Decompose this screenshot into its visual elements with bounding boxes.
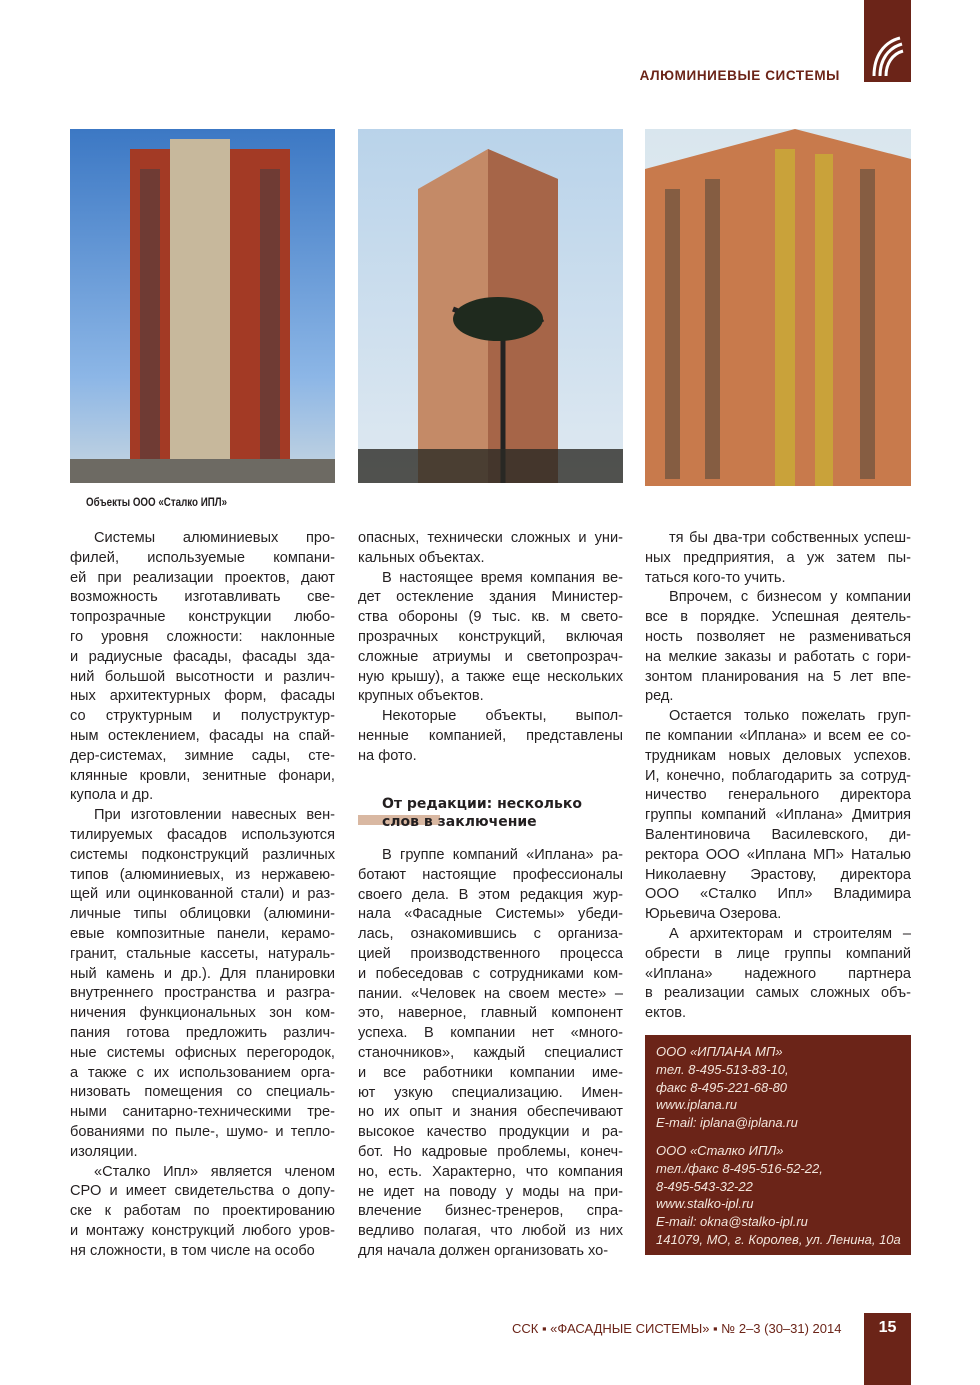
contact-line: ООО «ИПЛАНА МП» <box>656 1044 783 1059</box>
text-line: ных предприятия, а уж затем пы- <box>645 549 911 566</box>
text-line: И, конечно, поблагодарить за сотруд- <box>645 767 911 784</box>
text-line: низовать помещения со специаль- <box>70 1084 335 1101</box>
text-line: и все работники компании име- <box>358 1064 623 1081</box>
text-line: бот. Но кадровые проблемы, конеч- <box>358 1143 623 1160</box>
page-number: 15 <box>864 1313 911 1385</box>
text-line: ных архитектурных форм, фасады <box>70 688 335 705</box>
text-line: все в порядке. Успешная деятель- <box>645 609 911 626</box>
text-line: филей, используемые компани- <box>70 549 335 566</box>
text-line: дер-системах, зимние сады, сте- <box>70 747 335 764</box>
contact-line: 8-495-543-32-22 <box>656 1178 753 1194</box>
text-line: ботают настоящие профессионалы <box>358 866 623 883</box>
text-line: Остается только пожелать груп- <box>669 708 911 725</box>
logo-icon <box>870 34 904 78</box>
photo-building-2 <box>358 129 623 483</box>
text-line: ный камень и др.). Для планировки <box>70 965 335 982</box>
text-line: В группе компаний «Иплана» ра- <box>382 847 623 863</box>
text-line: «Сталко Ипл» является членом <box>94 1163 335 1180</box>
text-line: тя бы два-три собственных успеш- <box>669 530 911 546</box>
text-line: своего дела. В этом редакция жур- <box>358 886 623 903</box>
subheading-line: слов в заключение <box>382 814 537 830</box>
text-line: цией производственного процесса <box>358 945 623 962</box>
text-line: гранит, стальные кассеты, натураль- <box>70 945 335 962</box>
photo-building-3 <box>645 129 911 486</box>
text-column-2 <box>358 529 623 767</box>
footer-publication: ССК ▪ «ФАСАДНЫЕ СИСТЕМЫ» ▪ № 2–3 (30–31) 2014 <box>512 1321 842 1336</box>
text-line: со структурным и полуструктур- <box>70 708 335 725</box>
text-line: не идет на поводу у моды на при- <box>358 1183 623 1200</box>
text-line: купола и др. <box>70 787 154 804</box>
text-line: и монтажу конструкций любого уров- <box>70 1222 335 1239</box>
text-line: высокое качество продукции и ра- <box>358 1124 623 1141</box>
text-line: на фото. <box>358 747 417 764</box>
text-line: ООО «Сталко Ипл» Владимира <box>645 886 911 903</box>
text-line: пе компании «Иплана» и всем ее со- <box>645 727 911 744</box>
text-line: в реализации самых сложных объ- <box>645 985 911 1002</box>
text-line: на мелкие заказы и работать с гори- <box>645 648 911 665</box>
subheading <box>382 795 582 831</box>
text-line: нала «Фасадные Системы» убеди- <box>358 906 623 923</box>
text-line: ную крышу), а также еще нескольких <box>358 668 623 685</box>
text-line: ненные компанией, представлены <box>358 727 623 744</box>
text-line: влечение бизнес-тренеров, спра- <box>358 1203 623 1220</box>
text-line: Юрьевича Озерова. <box>645 906 782 923</box>
contact-line: www.iplana.ru <box>656 1097 737 1113</box>
text-line: Николаевну Эрастову, директора <box>645 866 911 883</box>
text-line: опасных, технически сложных и уни- <box>358 530 623 546</box>
text-column-1 <box>70 529 335 1261</box>
text-line: Системы алюминиевых про- <box>94 530 335 546</box>
photo-building-1 <box>70 129 335 483</box>
text-line: зонтом планирования на 5 лет впе- <box>645 668 911 685</box>
text-line: Некоторые объекты, выпол- <box>382 708 623 725</box>
spacer <box>656 1132 911 1142</box>
text-line: ным остеклением, фасады на спай- <box>70 727 335 744</box>
text-line: тилируемых фасадов используются <box>70 826 335 843</box>
text-line: го уровня сложности: наклонные <box>70 628 335 645</box>
text-line: ют узкую специализацию. Имен- <box>358 1084 623 1101</box>
text-line: ске к работам по проектированию <box>70 1203 335 1220</box>
contact-line: ООО «Сталко ИПЛ» <box>656 1142 784 1158</box>
text-line: изоляции. <box>70 1143 138 1160</box>
text-line: бованиями по пыле-, шумо- и тепло- <box>70 1123 335 1140</box>
section-title: АЛЮМИНИЕВЫЕ СИСТЕМЫ <box>639 68 840 83</box>
text-line: внутреннего пространства и разгра- <box>70 985 335 1002</box>
text-line: «Иплана» надежного партнера <box>645 965 911 982</box>
text-line: таться кого-то учить. <box>645 569 786 586</box>
contact-line: тел. 8-495-513-83-10, <box>656 1061 789 1077</box>
text-line: ред. <box>645 688 674 705</box>
text-column-2-continued <box>358 846 623 1262</box>
text-line: ность позволяет не размениваться <box>645 628 911 645</box>
text-line: В настоящее время компания ве- <box>382 569 623 586</box>
text-line: лась, ознакомившись с организа- <box>358 926 623 943</box>
text-line: ничество генерального директора <box>645 787 911 804</box>
text-line: но их опыт и знания обеспечивают <box>358 1104 623 1121</box>
photo-caption: Объекты ООО «Сталко ИПЛ» <box>86 497 228 509</box>
contact-line: E-mail: iplana@iplana.ru <box>656 1115 798 1131</box>
text-line: ничения функциональных зон ком- <box>70 1005 335 1022</box>
text-line: ний большой высотности и различ- <box>70 668 335 685</box>
text-line: группы компаний «Иплана» Дмитрия <box>645 807 911 824</box>
contact-line: www.stalko-ipl.ru <box>656 1196 754 1212</box>
text-line: ня сложности, в том числе на особо <box>70 1242 315 1259</box>
text-line: ведливо полагая, что любой из них <box>358 1223 623 1240</box>
text-line: дет остекление здания Министер- <box>358 589 623 606</box>
text-line: сложные атриумы и светопрозрач- <box>358 648 623 665</box>
text-line: для начала должен организовать хо- <box>358 1242 609 1259</box>
text-line: ными санитарно-техническими тре- <box>70 1104 335 1121</box>
text-line: ные системы офисных перегородок, <box>70 1044 335 1061</box>
text-line: Впрочем, с бизнесом у компании <box>669 589 911 606</box>
text-line: обрести в лице группы компаний <box>645 945 911 962</box>
text-column-3 <box>645 529 911 1024</box>
contact-line: факс 8-495-221-68-80 <box>656 1079 788 1095</box>
text-line: возможность изготавливать све- <box>70 589 335 606</box>
contact-line: E-mail: okna@stalko-ipl.ru <box>656 1214 808 1230</box>
text-line: но, есть. Характерно, что компания <box>358 1163 623 1180</box>
text-line: станочников», каждый специалист <box>358 1044 623 1061</box>
text-line: ства обороны (9 тыс. кв. м свето- <box>358 609 623 626</box>
text-line: клянные кровли, зенитные фонари, <box>70 767 335 784</box>
text-line: успеха. В компании нет «много- <box>358 1025 623 1042</box>
text-line: кальных объектах. <box>358 549 485 566</box>
text-line: евые композитные панели, керамо- <box>70 925 335 942</box>
text-line: и радиусные фасады, фасады зда- <box>70 648 335 665</box>
contact-line: 141079, МО, г. Королев, ул. Ленина, 10а <box>656 1231 901 1247</box>
text-line: трудникам новых деловых успехов. <box>645 747 911 764</box>
text-line: и побеседовав с сотрудниками ком- <box>358 965 623 982</box>
text-line: крупных объектов. <box>358 688 484 705</box>
text-line: При изготовлении навесных вен- <box>94 807 335 824</box>
text-line: СРО и имеет свидетельства о допу- <box>70 1183 335 1200</box>
text-line: типов (алюминиевых, из нержавею- <box>70 866 335 883</box>
text-line: А архитекторам и строителям – <box>669 925 911 942</box>
contact-line: тел./факс 8-495-516-52-22, <box>656 1160 823 1176</box>
text-line: личные типы облицовки (алюмини- <box>70 906 335 923</box>
text-line: щей или оцинкованной стали) и раз- <box>70 886 335 903</box>
text-line: прозрачных конструкций, включая <box>358 628 623 645</box>
text-line: это, наверное, главный компонент <box>358 1005 623 1022</box>
header-tab <box>864 0 911 82</box>
text-line: системы подконструкций различных <box>70 846 335 863</box>
text-line: топрозрачные конструкции любо- <box>70 609 335 626</box>
subheading-line: От редакции: несколько <box>382 796 582 812</box>
text-line: пания готова предложить различ- <box>70 1024 335 1041</box>
text-line: пании. «Человек на своем месте» – <box>358 985 623 1002</box>
text-line: Валентиновича Василевского, ди- <box>645 826 911 843</box>
text-line: ректора ООО «Иплана МП» Наталью <box>645 846 911 863</box>
text-line: а также с их использованием орга- <box>70 1064 335 1081</box>
text-line: ектов. <box>645 1005 687 1022</box>
contact-box <box>645 1035 911 1255</box>
text-line: ей при реализации проектов, дают <box>70 569 335 586</box>
